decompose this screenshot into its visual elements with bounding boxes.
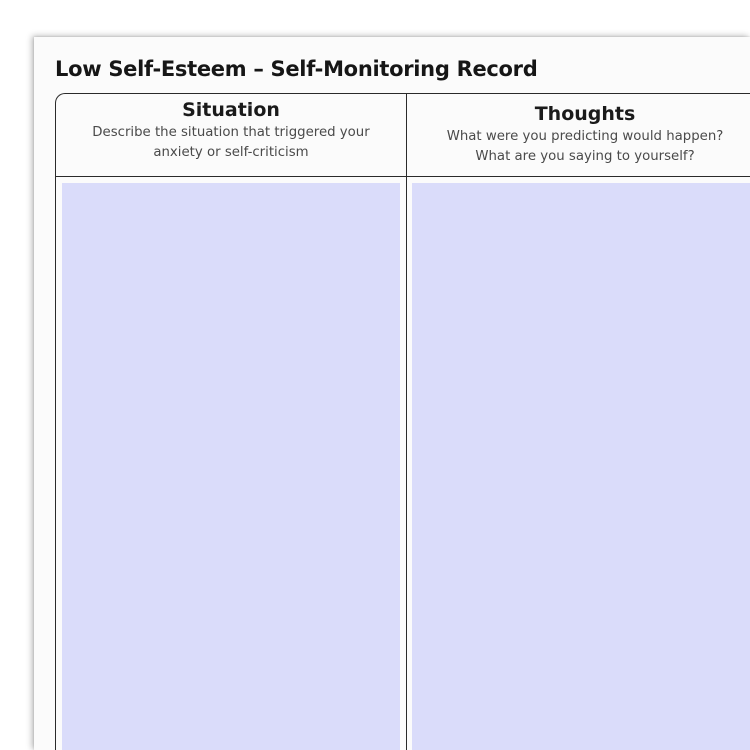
thoughts-description-line-2: What are you saying to yourself? <box>475 149 695 164</box>
situation-title: Situation <box>182 99 280 121</box>
situation-description-line-1: Describe the situation that triggered your <box>92 125 370 140</box>
situation-column <box>56 94 406 750</box>
document-title: Low Self-Esteem – Self-Monitoring Record <box>55 57 538 81</box>
thoughts-title: Thoughts <box>534 103 636 125</box>
thoughts-header <box>407 94 750 177</box>
situation-entry-area[interactable] <box>62 183 400 750</box>
situation-header <box>56 94 406 177</box>
thoughts-description-line-1: What were you predicting would happen? <box>446 129 724 144</box>
record-table <box>55 93 750 750</box>
situation-description-line-2: anxiety or self-criticism <box>153 145 309 160</box>
thoughts-column <box>406 94 750 750</box>
worksheet-page <box>34 37 750 750</box>
thoughts-entry-area[interactable] <box>412 183 750 750</box>
